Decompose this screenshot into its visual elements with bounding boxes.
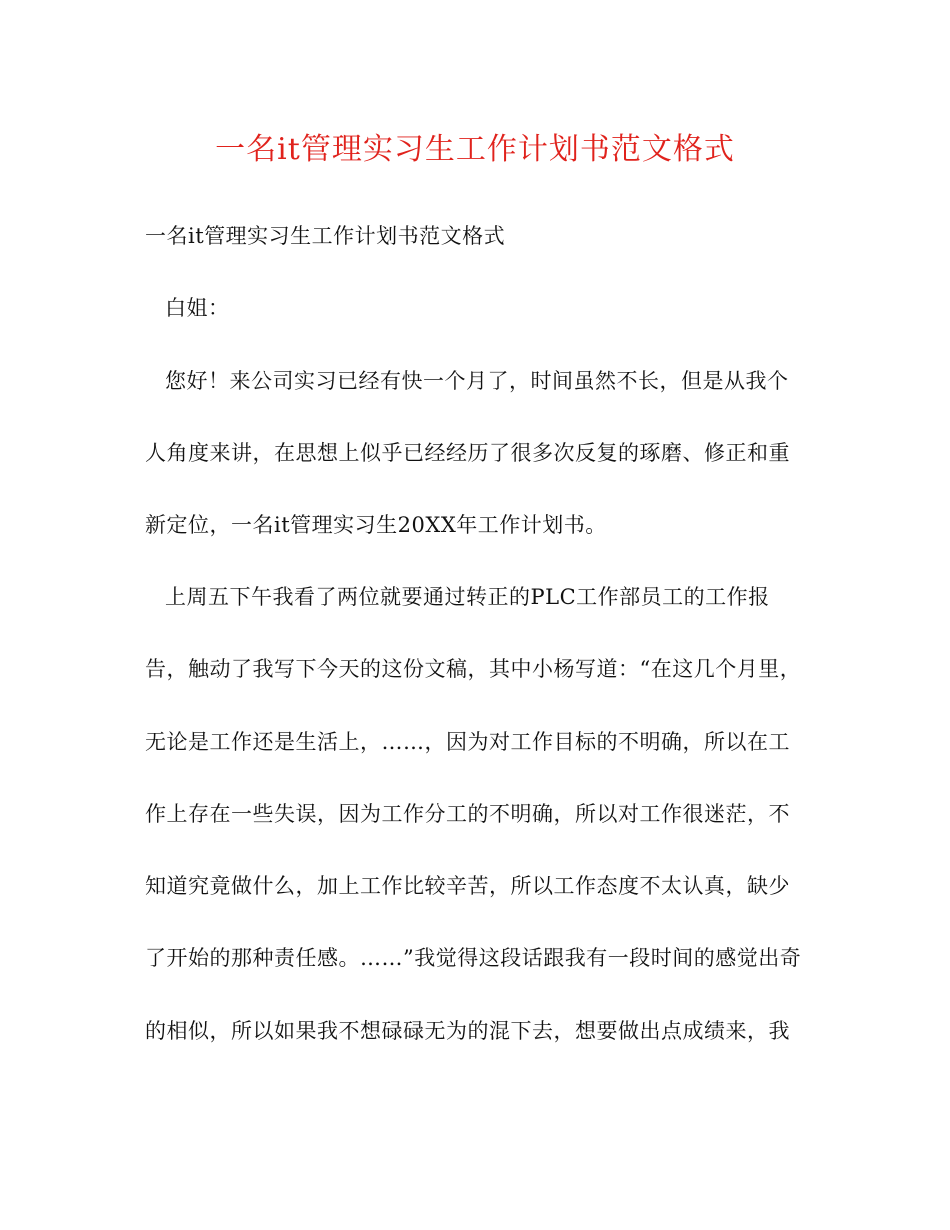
body-line: 了开始的那种责任感。……”我觉得这段话跟我有一段时间的感觉出奇 bbox=[145, 946, 802, 970]
body-line: 告，触动了我写下今天的这份文稿，其中小杨写道：“在这几个月里， bbox=[145, 657, 802, 681]
body-line: 的相似，所以如果我不想碌碌无为的混下去，想要做出点成绩来，我 bbox=[145, 1019, 790, 1043]
body-line: 您好！来公司实习已经有快一个月了，时间虽然不长，但是从我个 bbox=[165, 369, 789, 393]
body-line: 无论是工作还是生活上，……，因为对工作目标的不明确，所以在工 bbox=[145, 730, 790, 754]
body-line: 知道究竟做什么，加上工作比较辛苦，所以工作态度不太认真，缺少 bbox=[145, 874, 790, 898]
salutation-line: 白姐： bbox=[165, 296, 230, 320]
body-line: 上周五下午我看了两位就要通过转正的PLC工作部员工的工作报 bbox=[165, 585, 770, 609]
body-line: 人角度来讲，在思想上似乎已经经历了很多次反复的琢磨、修正和重 bbox=[145, 441, 790, 465]
document-title: 一名it管理实习生工作计划书范文格式 bbox=[215, 132, 735, 167]
subtitle-line: 一名it管理实习生工作计划书范文格式 bbox=[145, 224, 506, 248]
body-line: 新定位，一名it管理实习生20XX年工作计划书。 bbox=[145, 513, 607, 537]
body-line: 作上存在一些失误，因为工作分工的不明确，所以对工作很迷茫，不 bbox=[145, 802, 790, 826]
